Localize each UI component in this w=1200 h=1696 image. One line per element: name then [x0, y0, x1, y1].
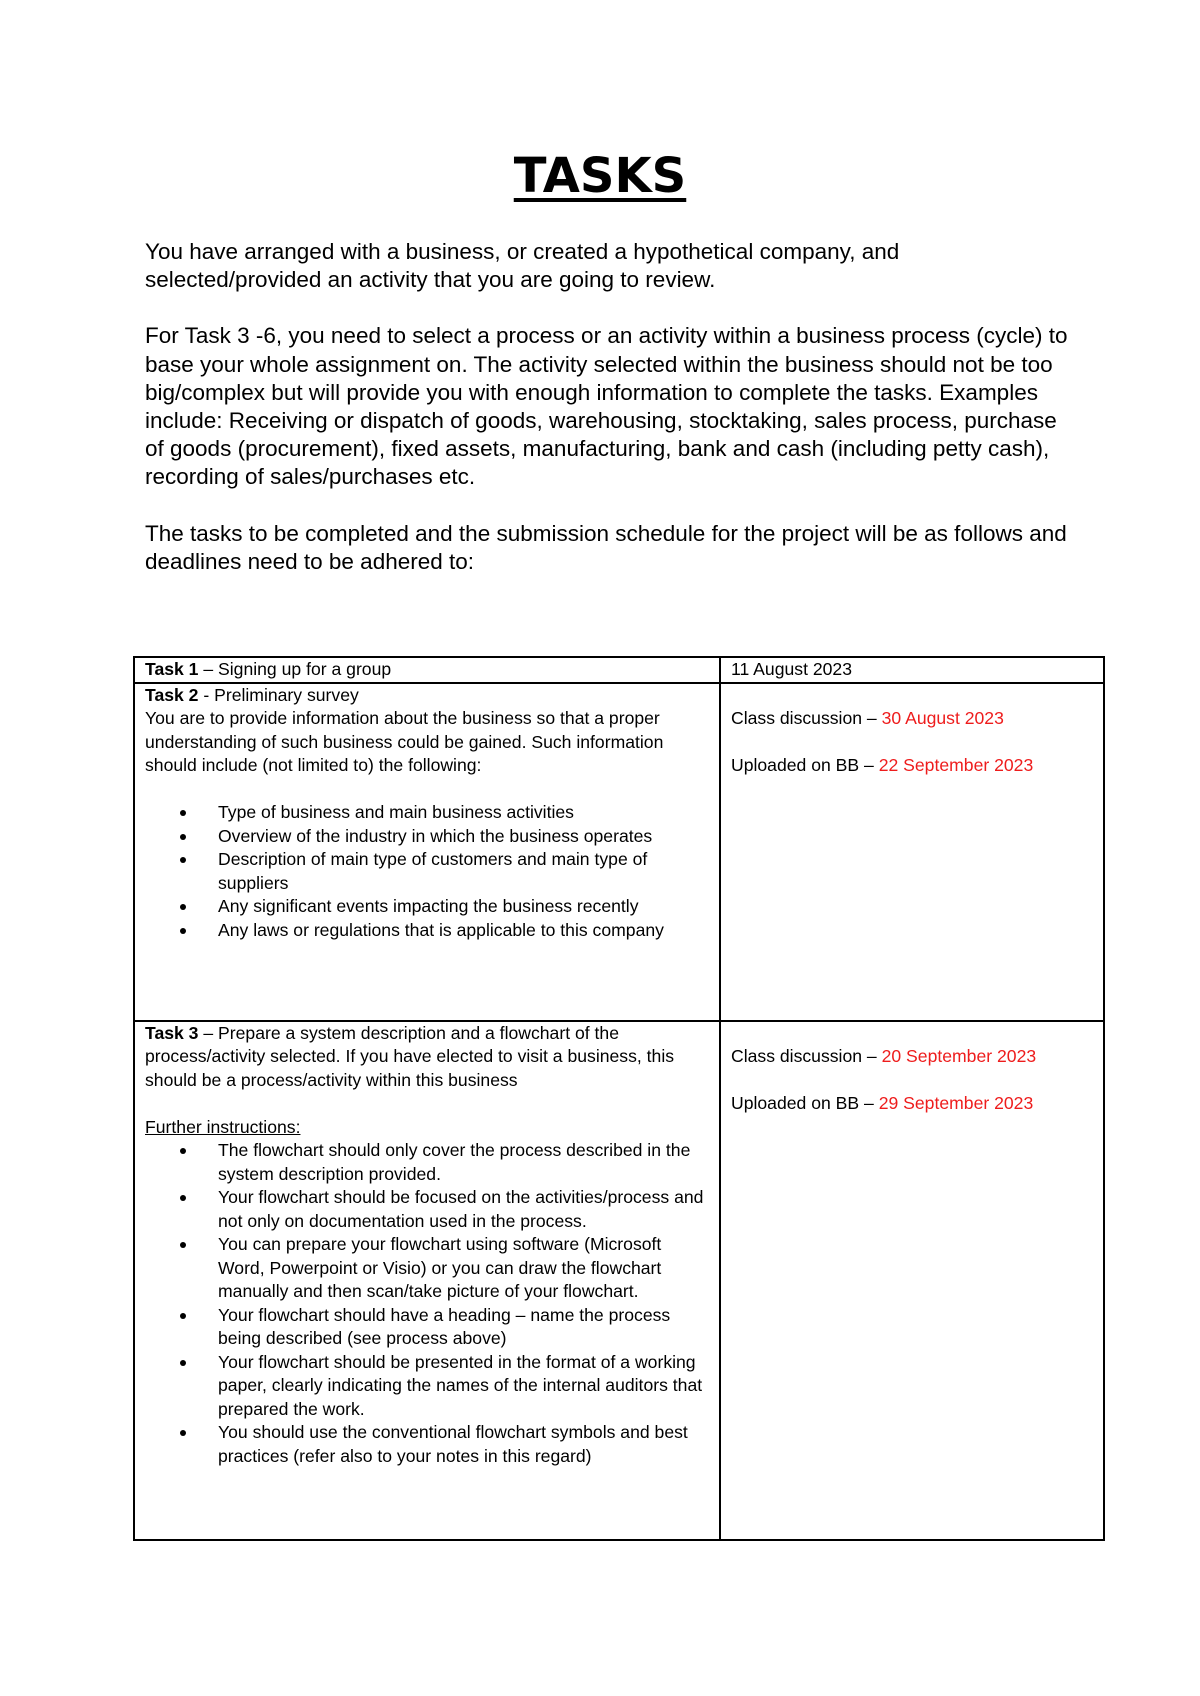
- task2-deadlines: [720, 683, 1104, 1021]
- list-item: You should use the conventional flowchart symbols and best practices (refer also to your notes in this regard): [218, 1421, 711, 1468]
- task3-class-discussion: [731, 1045, 1095, 1069]
- further-instructions-heading: Further instructions:: [145, 1116, 301, 1137]
- list-item: Your flowchart should be focused on the activities/process and not only on documentation used in the process.: [218, 1186, 711, 1233]
- task1-cell: [134, 657, 720, 683]
- task2-bullet-list: [145, 801, 711, 942]
- list-item: The flowchart should only cover the process described in the system description provided.: [218, 1139, 711, 1186]
- upload-label: Uploaded on BB –: [731, 1093, 879, 1113]
- task2-name: Task 2: [145, 684, 199, 705]
- task3-upload: [731, 1092, 1095, 1116]
- intro-paragraph-1: You have arranged with a business, or created a hypothetical company, and selected/provided an activity that you are going to review.: [145, 239, 900, 293]
- task3-deadlines: [720, 1021, 1104, 1540]
- intro-paragraph-2: For Task 3 -6, you need to select a process or an activity within a business process (cycle) to base your whole assignment on. The activity selected within the business should not be too big/complex but will provide you with enough information to complete the tasks. Examples include: Receiving or dispatch of goods, warehousing, stocktaking, sales process, purchase of goods (procurement), fixed assets, manufacturing, bank and cash (including petty cash), recording of sales/purchases etc.: [145, 323, 1068, 490]
- table-row-task3: [134, 1021, 1104, 1540]
- table-row-task2: [134, 683, 1104, 1021]
- task3-title: – Prepare a system description and a flowchart of the process/activity selected. If you have elected to visit a business, this should be a process/activity within this business: [145, 1022, 675, 1090]
- task1-title: – Signing up for a group: [198, 659, 392, 679]
- class-discussion-label: Class discussion –: [731, 1046, 882, 1066]
- list-item: Type of business and main business activities: [218, 801, 711, 825]
- deadline-date: 22 September 2023: [878, 755, 1034, 775]
- list-item: You can prepare your flowchart using software (Microsoft Word, Powerpoint or Visio) or you can draw the flowchart manually and then scan/take picture of your flowchart.: [218, 1233, 711, 1304]
- task3-name: Task 3: [145, 1022, 199, 1043]
- deadline-date: 29 September 2023: [878, 1093, 1034, 1113]
- deadline-date: 30 August 2023: [881, 708, 1004, 728]
- task2-upload: [731, 754, 1095, 778]
- list-item: Your flowchart should be presented in the format of a working paper, clearly indicating the names of the internal auditors that prepared the work.: [218, 1351, 711, 1422]
- intro-paragraph-3: The tasks to be completed and the submission schedule for the project will be as follows and deadlines need to be adhered to:: [145, 520, 1067, 574]
- task2-cell: [134, 683, 720, 1021]
- task2-class-discussion: [731, 707, 1095, 731]
- list-item: Your flowchart should have a heading – name the process being described (see process above): [218, 1304, 711, 1351]
- list-item: Description of main type of customers and main type of suppliers: [218, 848, 711, 895]
- task3-bullet-list: [145, 1139, 711, 1468]
- deadline-date: 20 September 2023: [881, 1046, 1037, 1066]
- task1-name: Task 1: [145, 659, 199, 679]
- list-item: Overview of the industry in which the business operates: [218, 825, 711, 849]
- page-title: TASKS: [513, 148, 687, 204]
- intro-text: [145, 238, 1080, 604]
- class-discussion-label: Class discussion –: [731, 708, 882, 728]
- task3-cell: [134, 1021, 720, 1540]
- task1-date: 11 August 2023: [720, 657, 1104, 683]
- list-item: Any significant events impacting the business recently: [218, 895, 711, 919]
- task2-description: You are to provide information about the business so that a proper understanding of such business could be gained. Such information should include (not limited to) the following:: [145, 708, 664, 775]
- task-schedule-table: [133, 656, 1105, 1541]
- table-row-task1: [134, 657, 1104, 683]
- task2-title: - Preliminary survey: [198, 684, 359, 705]
- upload-label: Uploaded on BB –: [731, 755, 879, 775]
- list-item: Any laws or regulations that is applicable to this company: [218, 919, 711, 943]
